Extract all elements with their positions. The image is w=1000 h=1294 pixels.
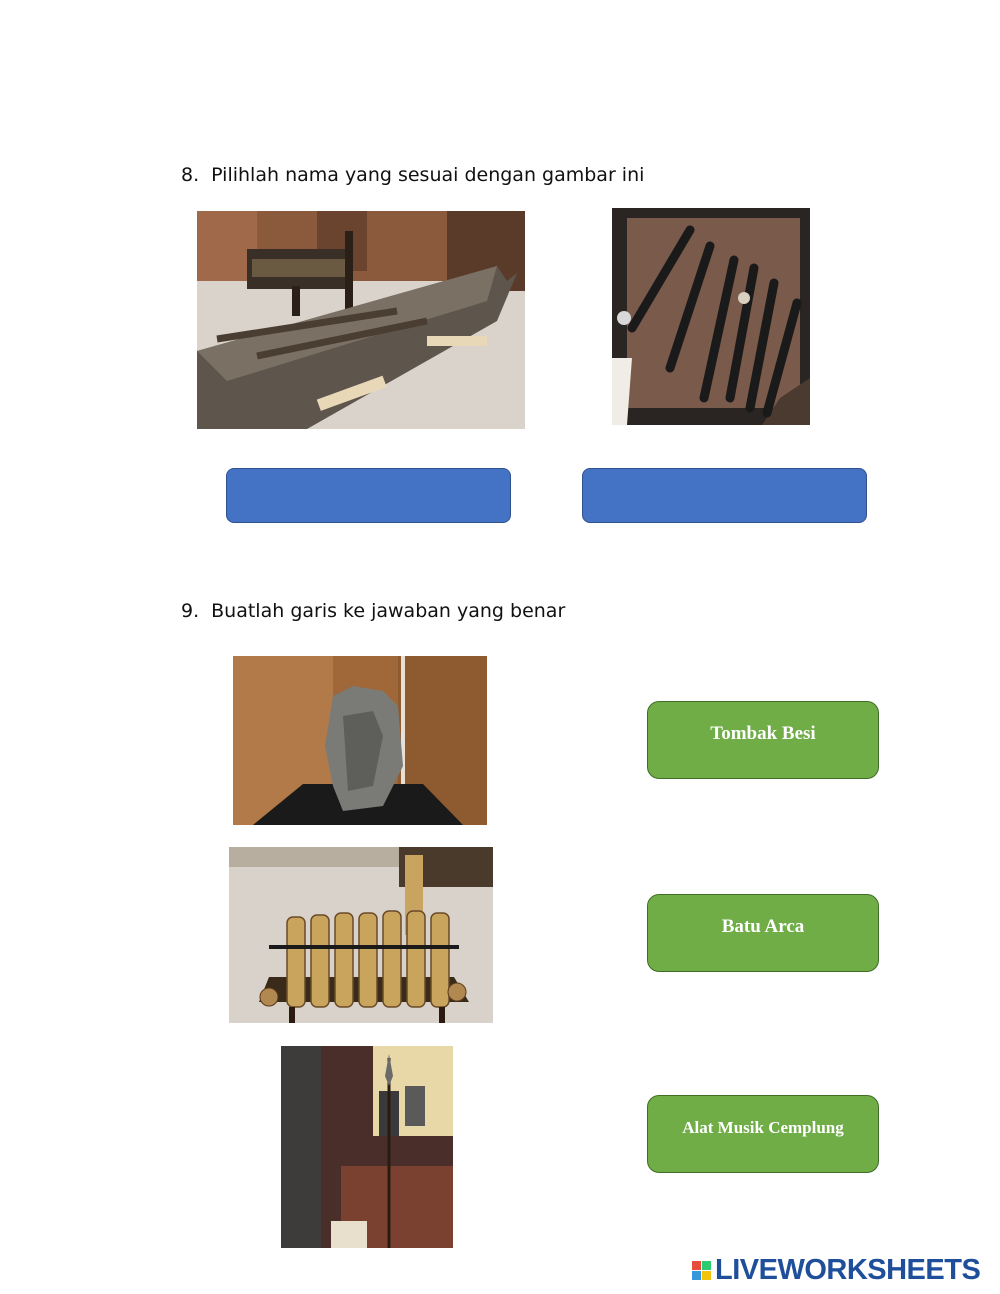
boat-artifact-photo: [197, 211, 525, 429]
bamboo-instrument-photo: [229, 847, 493, 1023]
option-batu-arca[interactable]: Batu Arca: [647, 894, 879, 972]
question-text: Pilihlah nama yang sesuai dengan gambar ini: [211, 164, 645, 186]
question-text: Buatlah garis ke jawaban yang benar: [211, 600, 566, 622]
question-8: [181, 164, 644, 186]
answer-dropbox-boat[interactable]: [226, 468, 511, 523]
liveworksheets-logo: [692, 1254, 980, 1287]
stone-statue-photo: [233, 656, 487, 825]
logo-text: LIVEWORKSHEETS: [715, 1254, 981, 1286]
option-alat-musik-cemplung[interactable]: Alat Musik Cemplung: [647, 1095, 879, 1173]
question-9: [181, 600, 565, 622]
logo-blocks-icon: [692, 1261, 711, 1280]
question-number: 8.: [181, 164, 200, 186]
iron-spear-photo: [281, 1046, 453, 1248]
question-number: 9.: [181, 600, 200, 622]
option-tombak-besi[interactable]: Tombak Besi: [647, 701, 879, 779]
answer-dropbox-keris[interactable]: [582, 468, 867, 523]
keris-collection-photo: [612, 208, 810, 425]
